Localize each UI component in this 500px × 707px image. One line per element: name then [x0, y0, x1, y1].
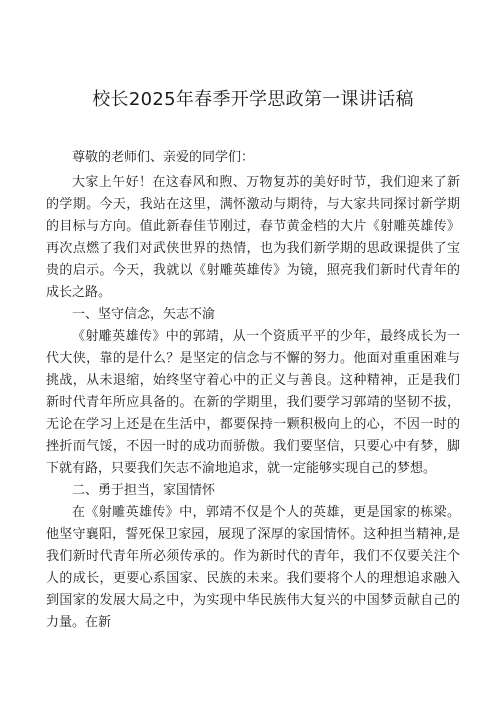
document-title: 校长2025年春季开学思政第一课讲话稿	[92, 89, 414, 110]
section-paragraph-2: 在《射雕英雄传》中，郭靖不仅是个人的英雄，更是国家的栋梁。他坚守襄阳，誓死保卫家园，展现了深厚的家国情怀。这种担当精神,是我们新时代青年所必须传承的。作为新时代的青年，我们不仅要关注个人的成长，更要心系国家、民族的未来。我们要将个人的理想追求融入到国家的发展大局之中，为实现中华民族伟大复兴的中国梦贡献自己的力量。在新	[46, 505, 460, 630]
section-heading-2: 二、勇于担当，家国情怀	[72, 483, 216, 498]
salutation: 尊敬的老师们、亲爱的同学们：	[72, 150, 255, 165]
section-paragraph-1: 《射雕英雄传》中的郭靖，从一个资质平平的少年，最终成长为一代大侠，靠的是什么？是坚定的信念与不懈的努力。他面对重重困难与挑战，从未退缩，始终坚守着心中的正义与善良。这种精神，正是我们新时代青年所应具备的。在新的学期里，我们要学习郭靖的坚韧不拔，无论在学习上还是在生活中，都要保持一颗积极向上的心，不因一时的挫折而气馁，不因一时的成功而骄傲。我们要坚信，只要心中有梦，脚下就有路，只要我们矢志不渝地追求，就一定能够实现自己的梦想。	[46, 329, 460, 476]
section-heading-1: 一、坚守信念，矢志不渝	[72, 307, 216, 322]
document-body	[46, 147, 460, 634]
intro-paragraph: 大家上午好！在这春风和煦、万物复苏的美好时节，我们迎来了新的学期。今天，我站在这里，满怀激动与期待，与大家共同探讨新学期的目标与方向。值此新春佳节刚过，春节黄金档的大片《射雕英雄传》再次点燃了我们对武侠世界的热情，也为我们新学期的思政课提供了宝贵的启示。今天，我就以《射雕英雄传》为镜，照亮我们新时代青年的成长之路。	[46, 175, 460, 300]
